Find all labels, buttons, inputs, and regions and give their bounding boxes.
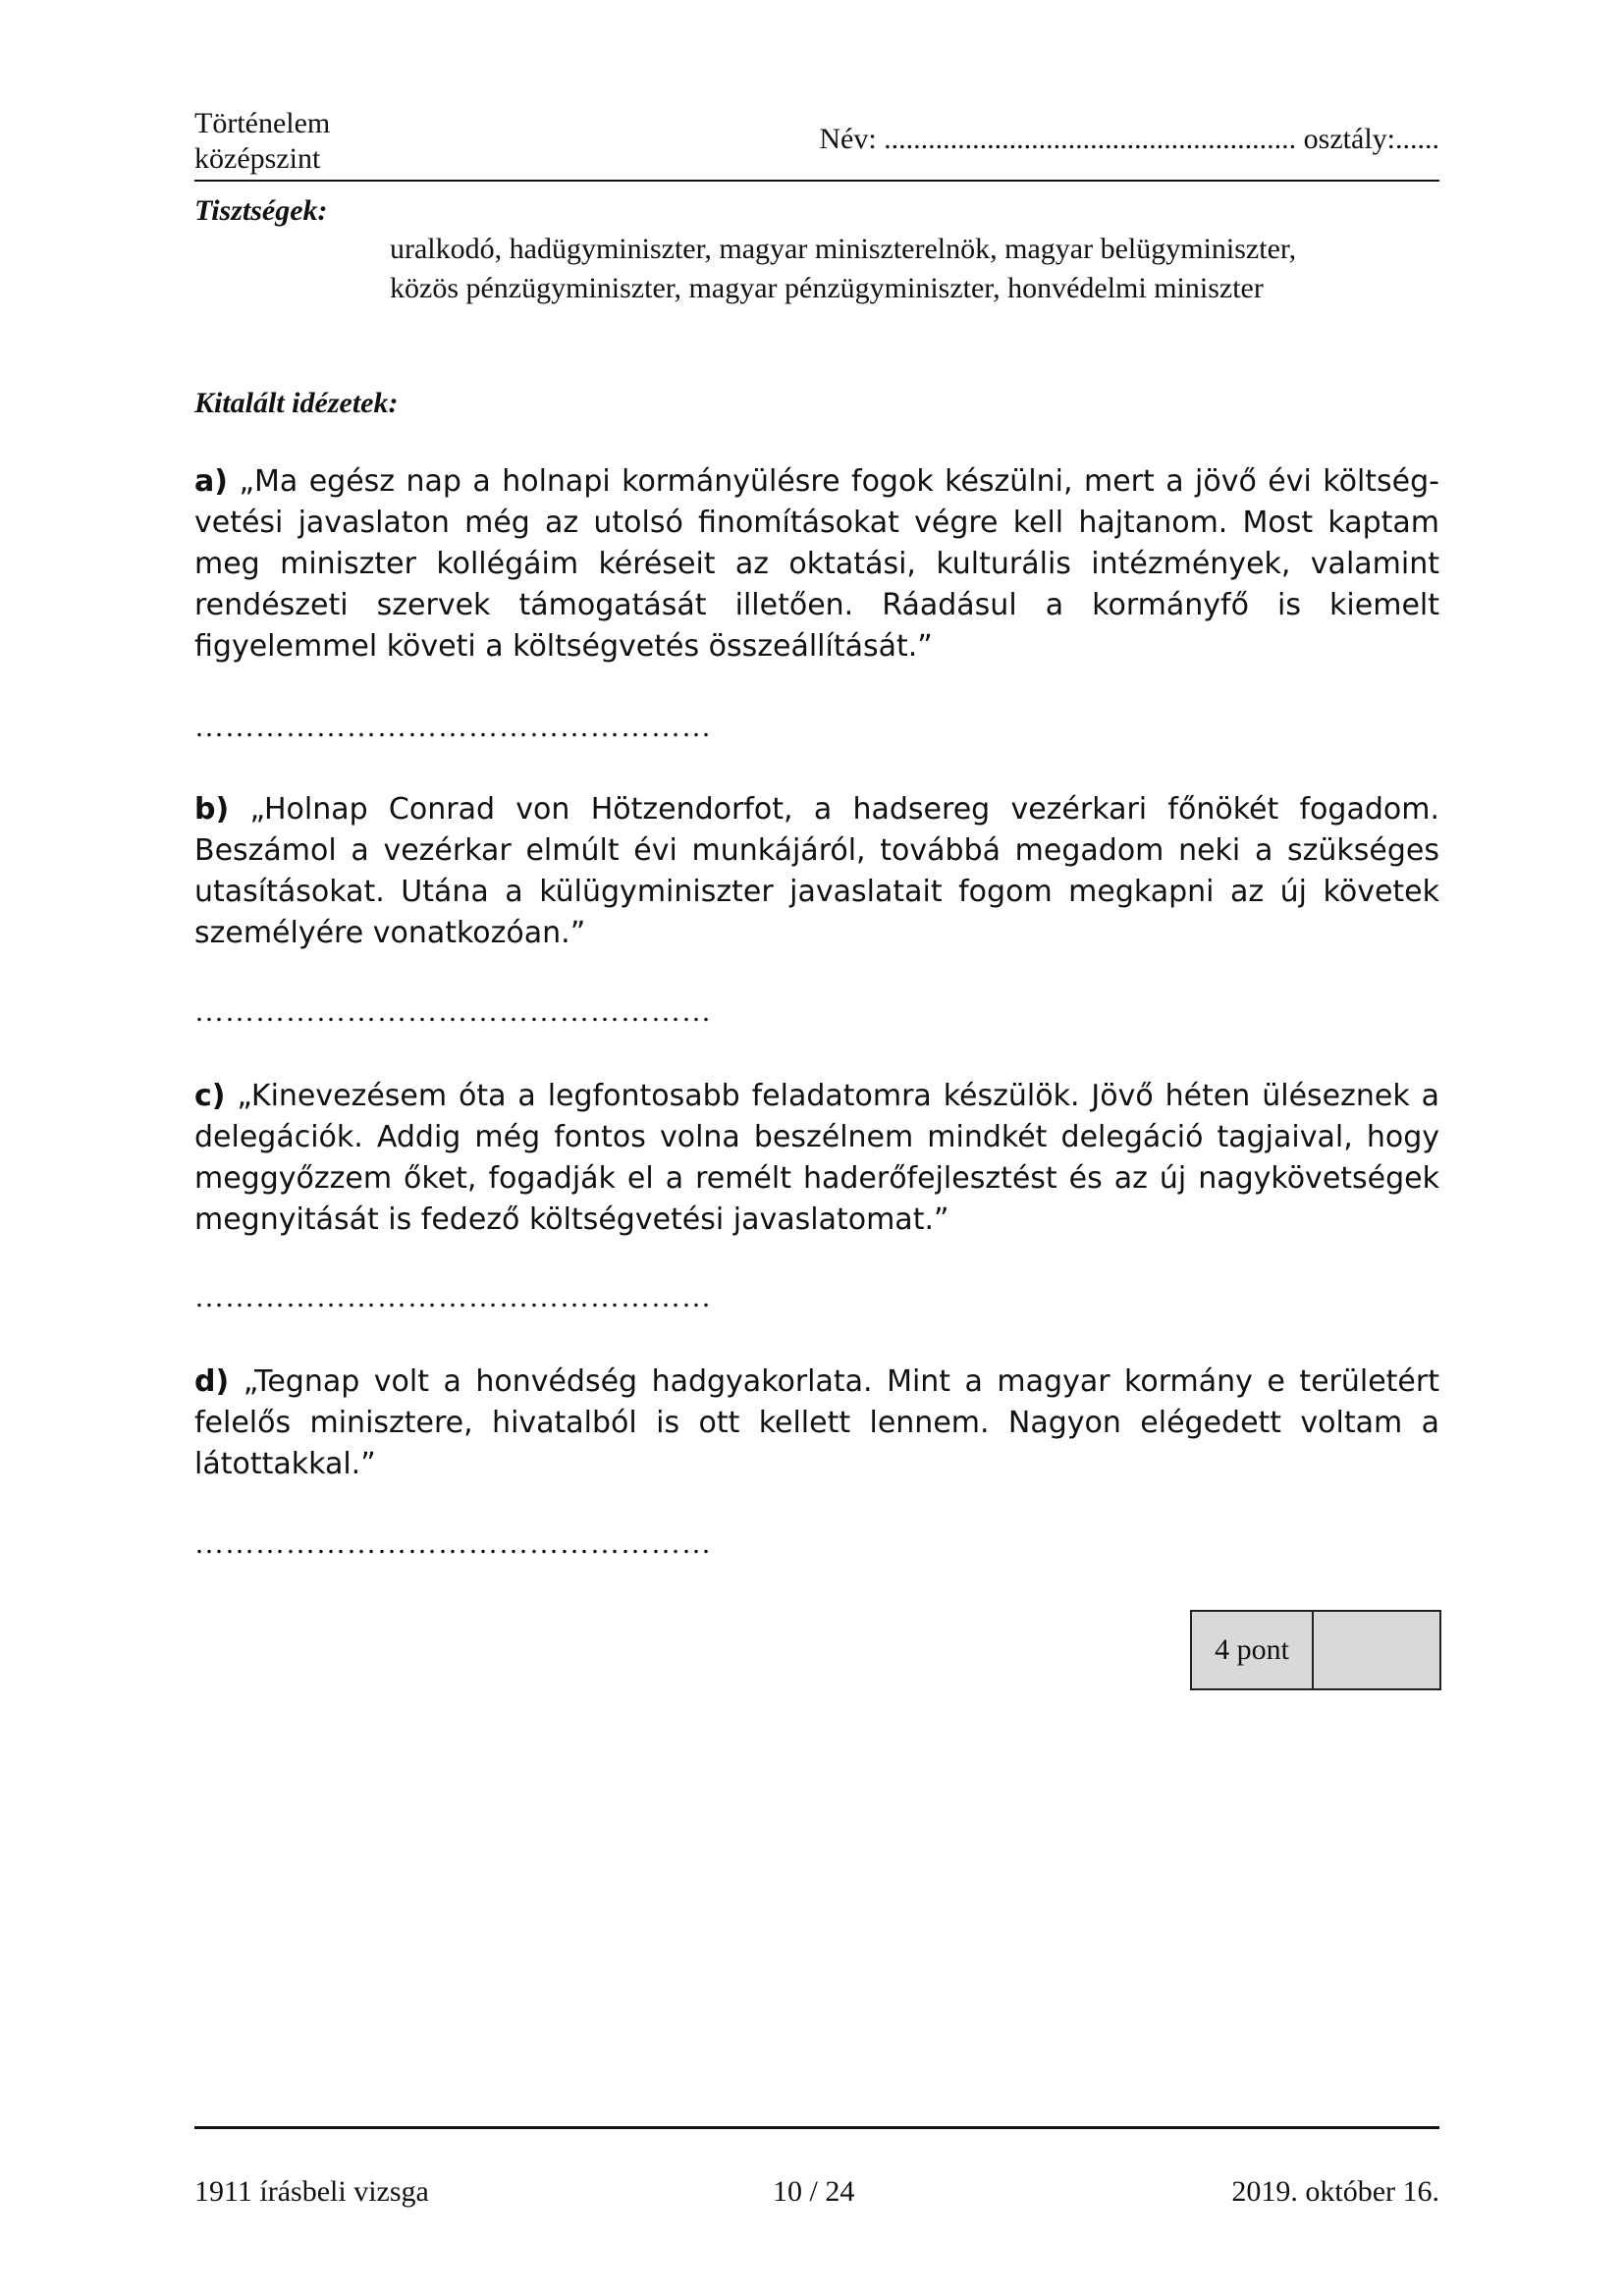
idezetek-title: Kitalált idézetek: bbox=[194, 387, 399, 419]
header-level: középszint bbox=[194, 142, 321, 175]
header-subject-block bbox=[194, 106, 330, 177]
tisztsegek-list bbox=[390, 230, 1450, 308]
quote-d-text: „Tegnap volt a honvédség hadgyakorlata. Mint a magyar kormány e területért felelős minisztere, hivatalból is ott kellett lennem. Nagyon elégedett voltam a látottakkal.” bbox=[194, 1364, 1439, 1481]
tisztsegek-line-2: közös pénzügyminiszter, magyar pénzügyminiszter, honvédelmi miniszter bbox=[390, 272, 1264, 304]
header-name-field: Név: ........................................................ osztály:...... bbox=[819, 123, 1439, 155]
quote-c-label: c) bbox=[194, 1079, 226, 1113]
quote-d bbox=[194, 1362, 1439, 1485]
footer-date: 2019. október 16. bbox=[1231, 2175, 1439, 2208]
quote-b-label: b) bbox=[194, 792, 230, 827]
answer-line-d[interactable]: …………………………………………… bbox=[194, 1527, 712, 1560]
quote-a-text: „Ma egész nap a holnapi kormányülésre fogok készülni, mert a jövő évi költség-vetési javaslaton még az utolsó finomításokat végre kell hajtanom. Most kaptam meg miniszter kollégáim kéréseit az oktatási, kulturális intézmények, valamint rendészeti szervek támogatását illetően. Ráadásul a kormányfő is kiemelt figyelemmel követi a költségvetés összeállítását.” bbox=[194, 464, 1440, 664]
quote-a bbox=[194, 461, 1439, 667]
tisztsegek-title: Tisztségek: bbox=[194, 194, 328, 227]
quote-b bbox=[194, 789, 1439, 954]
header-subject: Történelem bbox=[194, 107, 331, 139]
quote-c-text: „Kinevezésem óta a legfontosabb feladatomra készülök. Jövő héten üléseznek a delegációk. Addig még fontos volna beszélnem mindkét delegáció tagjaival, hogy meggyőzzem őket, fogadják el a remélt haderőfejlesztést és az új nagykövetségek megnyitását is fedező költségvetési javaslatomat.” bbox=[194, 1079, 1439, 1237]
answer-line-b[interactable]: …………………………………………… bbox=[194, 995, 712, 1028]
points-score-field[interactable] bbox=[1314, 1612, 1439, 1688]
answer-line-c[interactable]: …………………………………………… bbox=[194, 1281, 712, 1313]
points-label: 4 pont bbox=[1192, 1612, 1314, 1688]
quote-a-label: a) bbox=[194, 464, 228, 499]
header-divider bbox=[194, 180, 1439, 182]
footer-exam-code: 1911 írásbeli vizsga bbox=[194, 2175, 429, 2208]
footer-page-number: 10 / 24 bbox=[773, 2175, 855, 2208]
quote-d-label: d) bbox=[194, 1364, 230, 1399]
footer-divider bbox=[194, 2126, 1439, 2129]
tisztsegek-line-1: uralkodó, hadügyminiszter, magyar miniszterelnök, magyar belügyminiszter, bbox=[390, 233, 1297, 265]
answer-line-a[interactable]: …………………………………………… bbox=[194, 711, 712, 743]
quote-c bbox=[194, 1076, 1439, 1241]
points-box bbox=[1190, 1610, 1441, 1690]
quote-b-text: „Holnap Conrad von Hötzendorfot, a hadsereg vezérkari főnökét fogadom. Beszámol a vezérkar elmúlt évi munkájáról, továbbá megadom neki a szükséges utasításokat. Utána a külügyminiszter javaslatait fogom megkapni az új követek személyére vonatkozóan.” bbox=[194, 792, 1439, 950]
